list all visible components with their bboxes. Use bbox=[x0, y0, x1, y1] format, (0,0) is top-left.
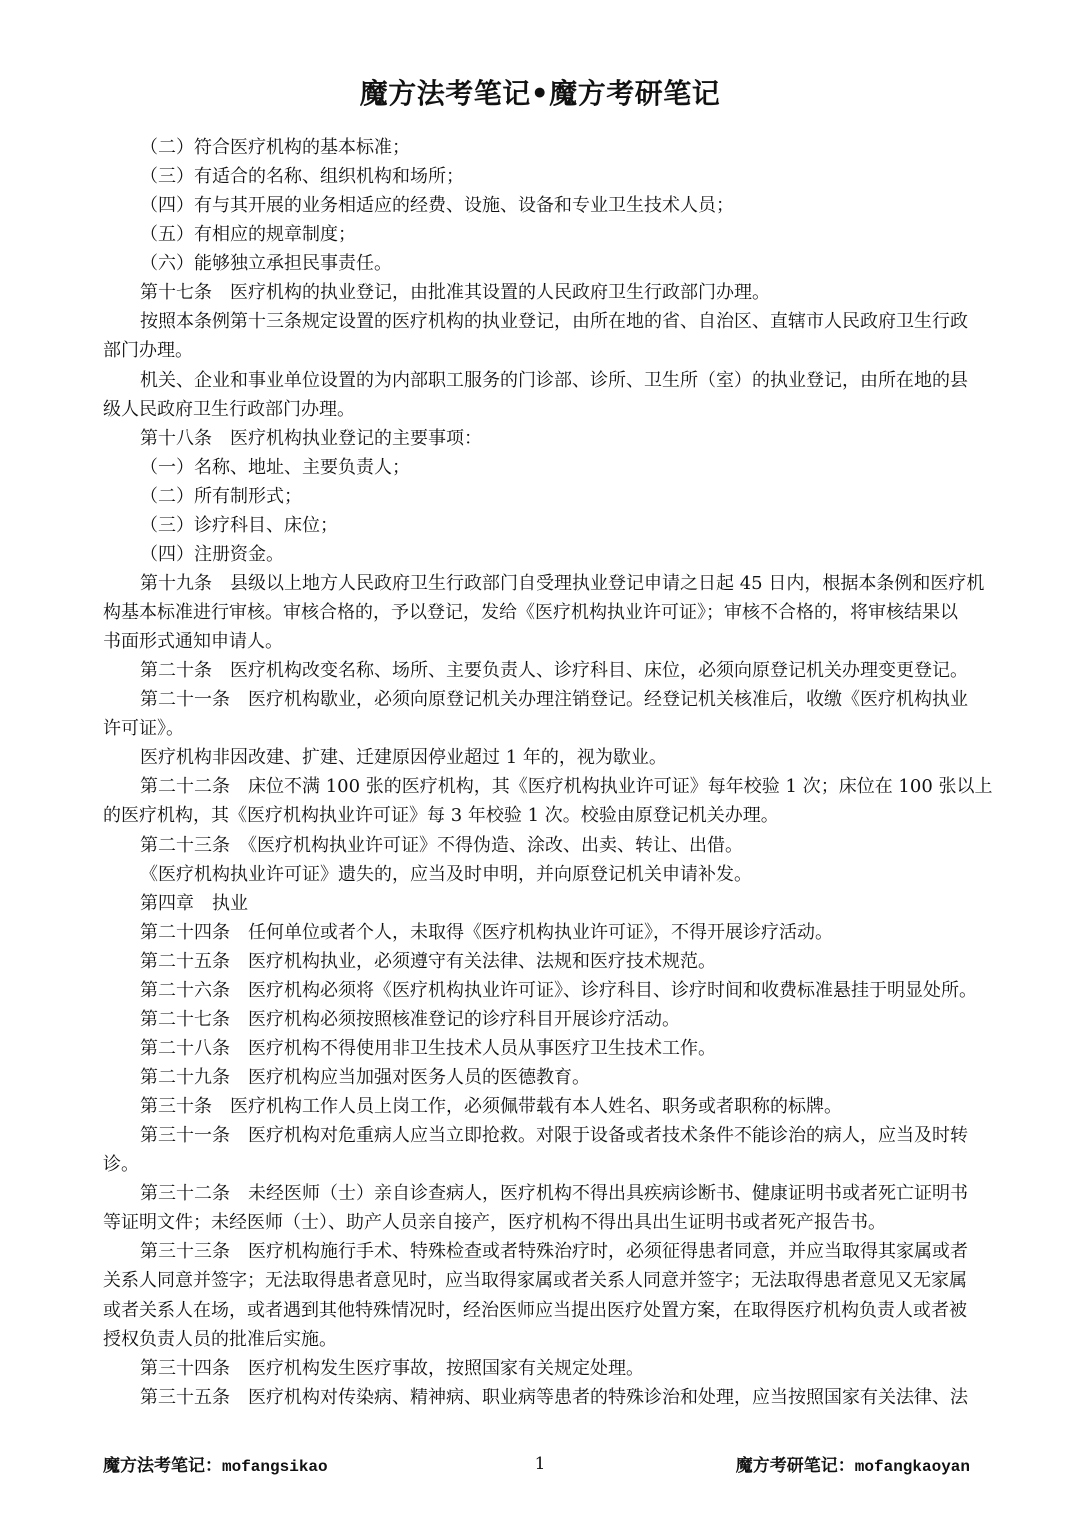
text-line: 关系人同意并签字；无法取得患者意见时，应当取得家属或者关系人同意并签字；无法取得患者意见又无家属 bbox=[103, 1270, 967, 1292]
paragraph bbox=[103, 1034, 1003, 1063]
text-line: 第二十一条 医疗机构歇业，必须向原登记机关办理注销登记。经登记机关核准后，收缴《医疗机构执业 bbox=[140, 689, 968, 711]
paragraph bbox=[103, 1063, 1003, 1092]
paragraph bbox=[103, 133, 1003, 162]
paragraph bbox=[103, 1092, 1003, 1121]
text-line: 许可证》。 bbox=[103, 718, 184, 740]
footer-left-note bbox=[103, 1454, 328, 1479]
paragraph bbox=[103, 366, 1003, 424]
paragraph bbox=[103, 860, 1003, 889]
document-body bbox=[103, 133, 1003, 1412]
text-line: 授权负责人员的批准后实施。 bbox=[103, 1328, 337, 1350]
text-line: 第十九条 县级以上地方人民政府卫生行政部门自受理执业登记申请之日起 45 日内，根据本条例和医疗机 bbox=[140, 572, 985, 594]
text-line: 第二十二条 床位不满 100 张的医疗机构，其《医疗机构执业许可证》每年校验 1 次；床位在 100 张以上 bbox=[140, 776, 993, 798]
text-line: （三）诊疗科目、床位； bbox=[140, 514, 338, 536]
text-line: 第二十六条 医疗机构必须将《医疗机构执业许可证》、诊疗科目、诊疗时间和收费标准悬挂于明显处所。 bbox=[140, 979, 977, 1001]
text-line: 按照本条例第十三条规定设置的医疗机构的执业登记，由所在地的省、自治区、直辖市人民政府卫生行政 bbox=[140, 311, 968, 333]
text-line: （四）注册资金。 bbox=[140, 543, 284, 565]
text-line: 《医疗机构执业许可证》遗失的，应当及时申明，并向原登记机关申请补发。 bbox=[140, 863, 752, 885]
paragraph bbox=[103, 1005, 1003, 1034]
text-line: 第二十三条 《医疗机构执业许可证》不得伪造、涂改、出卖、转让、出借。 bbox=[140, 834, 743, 856]
paragraph bbox=[103, 772, 1003, 830]
paragraph bbox=[103, 511, 1003, 540]
text-line: 第三十四条 医疗机构发生医疗事故，按照国家有关规定处理。 bbox=[140, 1357, 644, 1379]
text-line: （五）有相应的规章制度； bbox=[140, 224, 356, 246]
paragraph bbox=[103, 831, 1003, 860]
paragraph bbox=[103, 976, 1003, 1005]
footer-right-account: mofangkaoyan bbox=[854, 1458, 970, 1476]
text-line: 第二十九条 医疗机构应当加强对医务人员的医德教育。 bbox=[140, 1067, 590, 1088]
text-line: （一）名称、地址、主要负责人； bbox=[140, 456, 410, 478]
text-line: 第十八条 医疗机构执业登记的主要事项： bbox=[140, 427, 482, 449]
paragraph bbox=[103, 307, 1003, 365]
text-line: 第二十条 医疗机构改变名称、场所、主要负责人、诊疗科目、床位，必须向原登记机关办理变更登记。 bbox=[140, 660, 968, 682]
paragraph bbox=[103, 1121, 1003, 1179]
text-line: 第二十八条 医疗机构不得使用非卫生技术人员从事医疗卫生技术工作。 bbox=[140, 1037, 716, 1059]
text-line: 第三十二条 未经医师（士）亲自诊查病人，医疗机构不得出具疾病诊断书、健康证明书或者死亡证明书 bbox=[140, 1183, 968, 1205]
text-line: 医疗机构非因改建、扩建、迁建原因停业超过 1 年的，视为歇业。 bbox=[140, 747, 667, 769]
text-line: 或者关系人在场，或者遇到其他特殊情况时，经治医师应当提出医疗处置方案，在取得医疗机构负责人或者被 bbox=[103, 1299, 967, 1321]
footer-right-label: 魔方考研笔记： bbox=[735, 1456, 855, 1476]
text-line: 第三十五条 医疗机构对传染病、精神病、职业病等患者的特殊诊治和处理，应当按照国家有关法律、法 bbox=[140, 1386, 968, 1408]
page-title: 魔方法考笔记•魔方考研笔记 bbox=[359, 77, 721, 110]
paragraph bbox=[103, 191, 1003, 220]
text-line: 第三十一条 医疗机构对危重病人应当立即抢救。对限于设备或者技术条件不能诊治的病人，应当及时转 bbox=[140, 1125, 968, 1147]
text-line: 第三十三条 医疗机构施行手术、特殊检查或者特殊治疗时，必须征得患者同意，并应当取得其家属或者 bbox=[140, 1241, 968, 1263]
text-line: （二）符合医疗机构的基本标准； bbox=[140, 137, 410, 158]
page-number: 1 bbox=[534, 1454, 546, 1474]
paragraph bbox=[103, 1354, 1003, 1383]
text-line: 部门办理。 bbox=[103, 340, 193, 362]
paragraph bbox=[103, 220, 1003, 249]
paragraph bbox=[103, 482, 1003, 511]
paragraph bbox=[103, 569, 1003, 656]
footer-right-note bbox=[736, 1454, 970, 1479]
footer-left-label: 魔方法考笔记： bbox=[103, 1456, 222, 1476]
paragraph bbox=[103, 889, 1003, 918]
paragraph bbox=[103, 1237, 1003, 1353]
text-line: 第四章 执业 bbox=[140, 892, 248, 914]
paragraph bbox=[103, 453, 1003, 482]
text-line: （六）能够独立承担民事责任。 bbox=[140, 253, 392, 275]
text-line: （四）有与其开展的业务相适应的经费、设施、设备和专业卫生技术人员； bbox=[140, 195, 734, 217]
text-line: （三）有适合的名称、组织机构和场所； bbox=[140, 166, 464, 188]
paragraph bbox=[103, 743, 1003, 772]
text-line: 诊。 bbox=[103, 1154, 139, 1176]
text-line: 书面形式通知申请人。 bbox=[103, 631, 283, 653]
text-line: 的医疗机构，其《医疗机构执业许可证》每 3 年校验 1 次。校验由原登记机关办理。 bbox=[103, 805, 779, 827]
text-line: 等证明文件；未经医师（士）、助产人员亲自接产，医疗机构不得出具出生证明书或者死产报告书。 bbox=[103, 1212, 886, 1234]
text-line: 第二十七条 医疗机构必须按照核准登记的诊疗科目开展诊疗活动。 bbox=[140, 1008, 680, 1030]
paragraph bbox=[103, 947, 1003, 976]
paragraph bbox=[103, 162, 1003, 191]
paragraph bbox=[103, 424, 1003, 453]
text-line: 构基本标准进行审核。审核合格的，予以登记，发给《医疗机构执业许可证》；审核不合格的，将审核结果以 bbox=[103, 602, 958, 623]
text-line: 级人民政府卫生行政部门办理。 bbox=[103, 398, 355, 420]
paragraph bbox=[103, 656, 1003, 685]
paragraph bbox=[103, 685, 1003, 743]
text-line: 第二十四条 任何单位或者个人，未取得《医疗机构执业许可证》，不得开展诊疗活动。 bbox=[140, 921, 833, 943]
paragraph bbox=[103, 1179, 1003, 1237]
footer-left-account: mofangsikao bbox=[222, 1458, 328, 1476]
paragraph bbox=[103, 1383, 1003, 1412]
text-line: 机关、企业和事业单位设置的为内部职工服务的门诊部、诊所、卫生所（室）的执业登记，由所在地的县 bbox=[140, 369, 968, 391]
paragraph bbox=[103, 249, 1003, 278]
paragraph bbox=[103, 278, 1003, 307]
paragraph bbox=[103, 540, 1003, 569]
page-footer bbox=[0, 1454, 1080, 1478]
paragraph bbox=[103, 918, 1003, 947]
text-line: （二）所有制形式； bbox=[140, 485, 302, 507]
text-line: 第二十五条 医疗机构执业，必须遵守有关法律、法规和医疗技术规范。 bbox=[140, 950, 716, 972]
text-line: 第十七条 医疗机构的执业登记，由批准其设置的人民政府卫生行政部门办理。 bbox=[140, 282, 770, 304]
text-line: 第三十条 医疗机构工作人员上岗工作，必须佩带载有本人姓名、职务或者职称的标牌。 bbox=[140, 1096, 842, 1118]
